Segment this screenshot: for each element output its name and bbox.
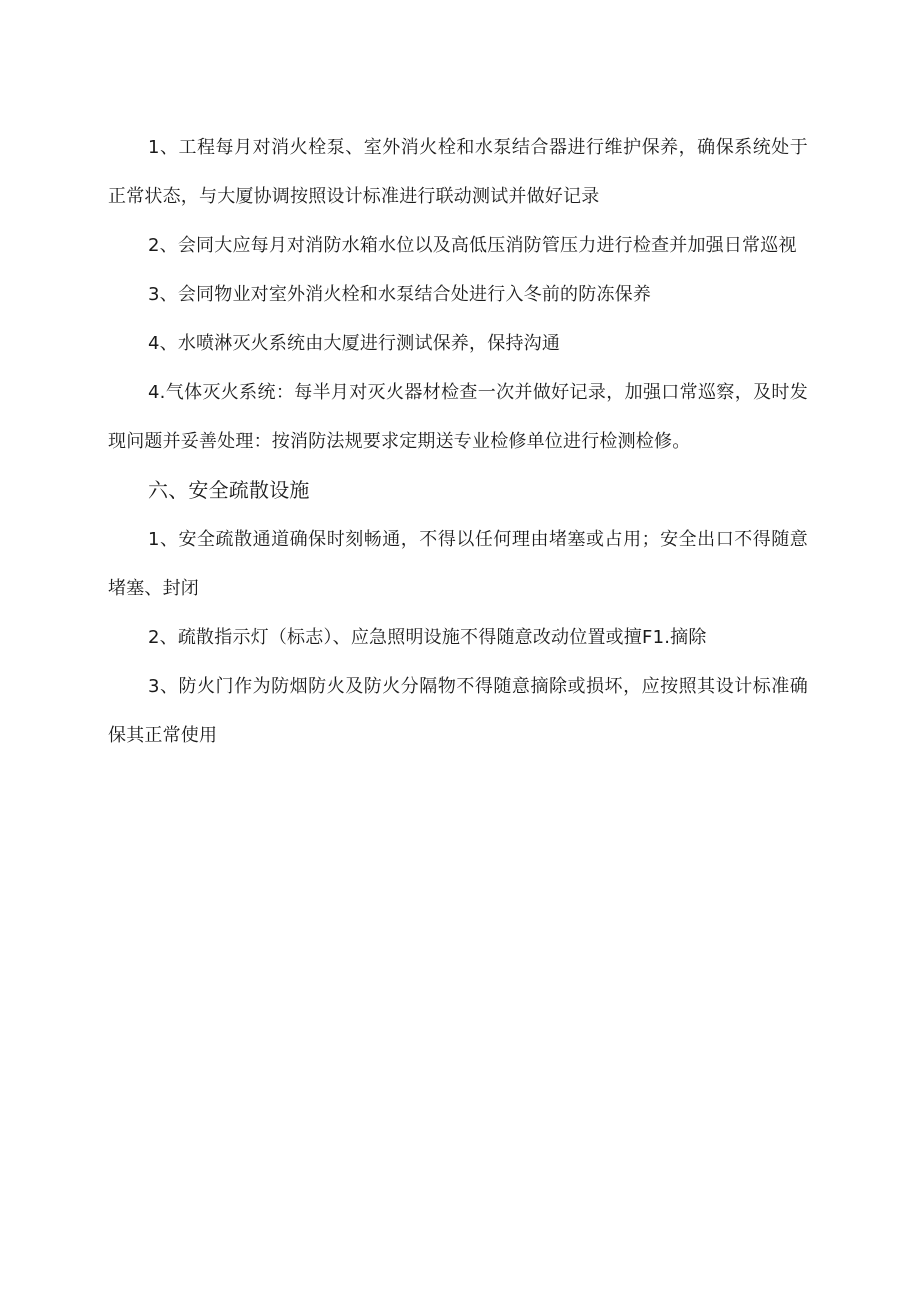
paragraph-exit-signs: 2、疏散指示灯（标志）、应急照明设施不得随意改动位置或擅F1.摘除 [148,627,707,648]
paragraph-gas-extinguishing: 4.气体灭火系统：每半月对灭火器材检查一次并做好记录，加强口常巡察，及时发现问题并妥善处理：按消防法规要求定期送专业检修单位进行检测检修。 [108,382,808,452]
paragraph-fire-doors: 3、防火门作为防烟防火及防火分隔物不得随意摘除或损坏，应按照其设计标准确保其正常使用 [108,676,808,746]
document-content [108,123,808,760]
paragraph-maintenance-hydrant: 1、工程每月对消火栓泵、室外消火栓和水泵结合器进行维护保养，确保系统处于正常状态，与大厦协调按照设计标准进行联动测试并做好记录 [108,137,808,207]
section-heading-evacuation: 六、安全疏散设施 [148,478,310,502]
paragraph-evacuation-route: 1、安全疏散通道确保时刻畅通，不得以任何理由堵塞或占用；安全出口不得随意堵塞、封闭 [108,529,808,599]
paragraph-antifreeze: 3、会同物业对室外消火栓和水泵结合处进行入冬前的防冻保养 [148,284,652,305]
paragraph-water-tank-check: 2、会同大应每月对消防水箱水位以及高低压消防管压力进行检查并加强日常巡视 [148,235,797,256]
paragraph-sprinkler: 4、水喷淋灭火系统由大厦进行测试保养，保持沟通 [148,333,561,354]
